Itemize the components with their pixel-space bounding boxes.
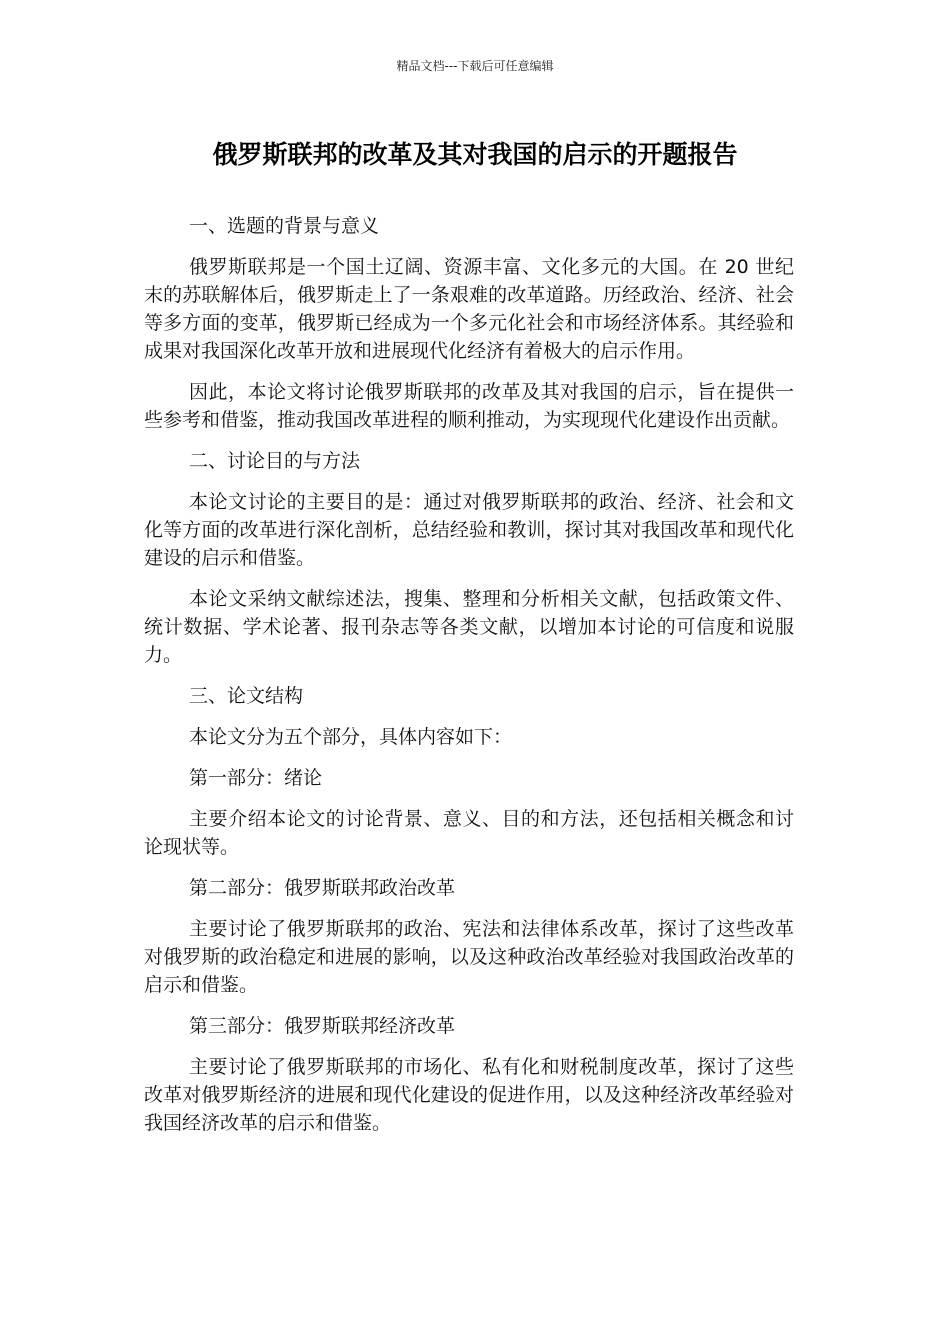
- section-heading-background: 一、选题的背景与意义: [189, 215, 380, 237]
- part-heading-economic-reform: 第三部分：俄罗斯联邦经济改革: [189, 1015, 456, 1037]
- page-header-note: 精品文档---下载后可任意编辑: [396, 59, 554, 73]
- paragraph-method: 本论文采纳文献综述法，搜集、整理和分析相关文献，包括政策文件、统计数据、学术论著、报刊杂志等各类文献，以增加本讨论的可信度和说服力。: [144, 588, 794, 666]
- paragraph-purpose: 本论文讨论的主要目的是：通过对俄罗斯联邦的政治、经济、社会和文化等方面的改革进行深化剖析，总结经验和教训，探讨其对我国改革和现代化建设的启示和借鉴。: [144, 491, 794, 569]
- document-body: [144, 212, 794, 1150]
- paragraph-structure-intro: 本论文分为五个部分，具体内容如下：: [189, 726, 513, 748]
- paragraph-background-1: 俄罗斯联邦是一个国土辽阔、资源丰富、文化多元的大国。在 20 世纪末的苏联解体后，俄罗斯走上了一条艰难的改革道路。历经政治、经济、社会等多方面的变革，俄罗斯已经成为一个多元化社会和市场经济体系。其经验和成果对我国深化改革开放和进展现代化经济有着极大的启示作用。: [144, 256, 794, 362]
- paragraph-background-2: 因此，本论文将讨论俄罗斯联邦的改革及其对我国的启示，旨在提供一些参考和借鉴，推动我国改革进程的顺利推动，为实现现代化建设作出贡献。: [144, 381, 794, 431]
- paragraph-economic-reform: 主要讨论了俄罗斯联邦的市场化、私有化和财税制度改革，探讨了这些改革对俄罗斯经济的进展和现代化建设的促进作用，以及这种经济改革经验对我国经济改革的启示和借鉴。: [144, 1056, 794, 1134]
- section-heading-structure: 三、论文结构: [189, 685, 304, 707]
- section-heading-purpose-method: 二、讨论目的与方法: [189, 450, 361, 472]
- paragraph-political-reform: 主要讨论了俄罗斯联邦的政治、宪法和法律体系改革，探讨了这些改革对俄罗斯的政治稳定和进展的影响，以及这种政治改革经验对我国政治改革的启示和借鉴。: [144, 918, 794, 996]
- part-heading-political-reform: 第二部分：俄罗斯联邦政治改革: [189, 877, 456, 899]
- document-title: 俄罗斯联邦的改革及其对我国的启示的开题报告: [212, 140, 738, 169]
- part-heading-introduction: 第一部分：绪论: [189, 767, 323, 789]
- paragraph-part-introduction: 主要介绍本论文的讨论背景、意义、目的和方法，还包括相关概念和讨论现状等。: [144, 808, 794, 858]
